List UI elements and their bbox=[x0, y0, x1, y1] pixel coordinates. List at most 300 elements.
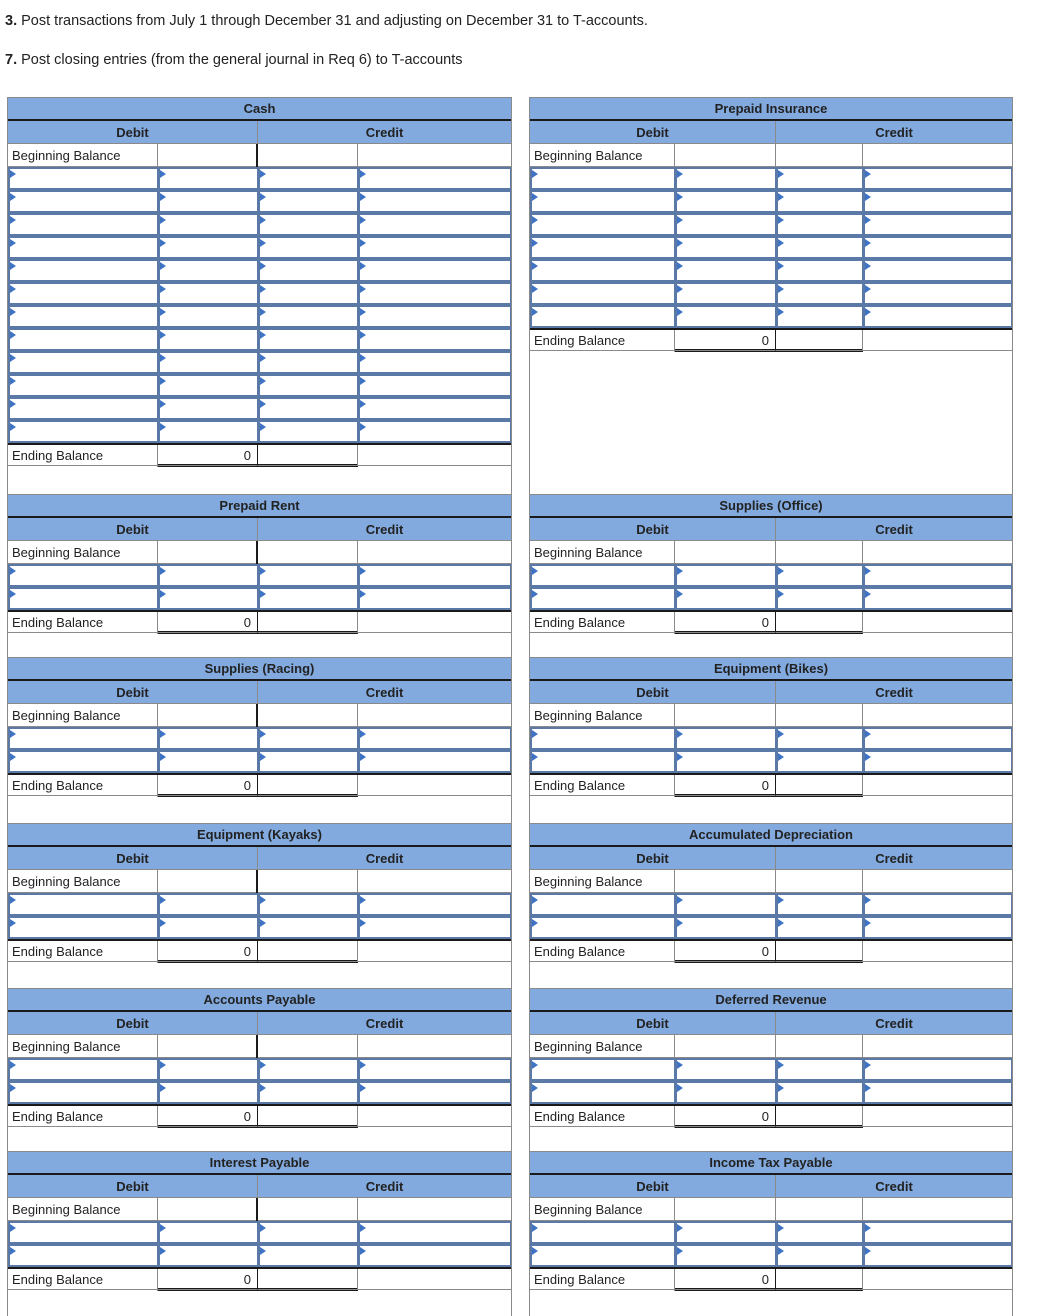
credit-description-select[interactable] bbox=[776, 1244, 863, 1267]
debit-amount-input[interactable] bbox=[675, 893, 776, 916]
debit-amount-input-field[interactable] bbox=[677, 1083, 775, 1102]
credit-description-select[interactable] bbox=[776, 564, 863, 587]
debit-amount-input[interactable] bbox=[158, 916, 258, 939]
credit-amount-input-field[interactable] bbox=[865, 261, 1011, 280]
credit-amount-input-field[interactable] bbox=[360, 261, 510, 280]
debit-amount-input-field[interactable] bbox=[160, 261, 257, 280]
credit-description-select-field[interactable] bbox=[260, 215, 357, 234]
debit-amount-input-field[interactable] bbox=[160, 192, 257, 211]
credit-amount-input[interactable] bbox=[358, 190, 511, 213]
debit-description-select-field[interactable] bbox=[10, 1083, 157, 1102]
debit-description-select-field[interactable] bbox=[10, 399, 157, 418]
credit-description-select-field[interactable] bbox=[260, 895, 357, 914]
debit-amount-input-field[interactable] bbox=[160, 566, 257, 585]
credit-amount-input[interactable] bbox=[863, 236, 1012, 259]
credit-amount-input-field[interactable] bbox=[360, 566, 510, 585]
credit-amount-input[interactable] bbox=[863, 1244, 1012, 1267]
credit-description-select-field[interactable] bbox=[260, 729, 357, 748]
debit-amount-input[interactable] bbox=[158, 587, 258, 610]
debit-description-select[interactable] bbox=[530, 1221, 675, 1244]
credit-amount-input[interactable] bbox=[358, 1081, 511, 1104]
debit-amount-input[interactable] bbox=[158, 167, 258, 190]
credit-amount-input-field[interactable] bbox=[360, 353, 510, 372]
debit-amount-input[interactable] bbox=[675, 282, 776, 305]
credit-description-select[interactable] bbox=[258, 305, 358, 328]
credit-amount-input[interactable] bbox=[358, 1221, 511, 1244]
debit-description-select[interactable] bbox=[530, 727, 675, 750]
credit-description-select[interactable] bbox=[776, 916, 863, 939]
debit-description-select-field[interactable] bbox=[532, 192, 674, 211]
credit-amount-input-field[interactable] bbox=[360, 330, 510, 349]
debit-description-select[interactable] bbox=[8, 564, 158, 587]
debit-description-select-field[interactable] bbox=[532, 895, 674, 914]
credit-amount-input[interactable] bbox=[358, 727, 511, 750]
debit-amount-input[interactable] bbox=[158, 259, 258, 282]
debit-description-select[interactable] bbox=[530, 305, 675, 328]
credit-description-select[interactable] bbox=[258, 893, 358, 916]
credit-description-select[interactable] bbox=[258, 397, 358, 420]
debit-amount-input-field[interactable] bbox=[677, 566, 775, 585]
credit-amount-input-field[interactable] bbox=[865, 238, 1011, 257]
debit-description-select-field[interactable] bbox=[532, 729, 674, 748]
debit-amount-input-field[interactable] bbox=[160, 284, 257, 303]
credit-description-select-field[interactable] bbox=[260, 376, 357, 395]
debit-amount-input-field[interactable] bbox=[160, 353, 257, 372]
debit-amount-input[interactable] bbox=[158, 420, 258, 443]
credit-amount-input-field[interactable] bbox=[865, 215, 1011, 234]
debit-description-select[interactable] bbox=[530, 1058, 675, 1081]
debit-amount-input-field[interactable] bbox=[160, 238, 257, 257]
debit-amount-input[interactable] bbox=[675, 564, 776, 587]
credit-description-select[interactable] bbox=[258, 1244, 358, 1267]
debit-amount-input[interactable] bbox=[675, 167, 776, 190]
credit-description-select[interactable] bbox=[776, 190, 863, 213]
credit-description-select[interactable] bbox=[258, 1081, 358, 1104]
debit-description-select-field[interactable] bbox=[532, 918, 674, 937]
credit-description-select-field[interactable] bbox=[260, 330, 357, 349]
debit-description-select[interactable] bbox=[8, 893, 158, 916]
debit-amount-input-field[interactable] bbox=[677, 1223, 775, 1242]
debit-description-select[interactable] bbox=[8, 282, 158, 305]
credit-description-select[interactable] bbox=[258, 564, 358, 587]
credit-description-select-field[interactable] bbox=[778, 284, 862, 303]
debit-description-select-field[interactable] bbox=[10, 589, 157, 608]
credit-amount-input-field[interactable] bbox=[360, 284, 510, 303]
debit-amount-input-field[interactable] bbox=[160, 422, 257, 441]
credit-description-select-field[interactable] bbox=[778, 918, 862, 937]
credit-description-select-field[interactable] bbox=[778, 238, 862, 257]
debit-amount-input[interactable] bbox=[675, 727, 776, 750]
credit-amount-input[interactable] bbox=[863, 1221, 1012, 1244]
credit-amount-input-field[interactable] bbox=[865, 918, 1011, 937]
debit-description-select[interactable] bbox=[530, 167, 675, 190]
credit-amount-input[interactable] bbox=[358, 916, 511, 939]
debit-amount-input-field[interactable] bbox=[677, 729, 775, 748]
credit-description-select-field[interactable] bbox=[778, 752, 862, 771]
debit-description-select[interactable] bbox=[8, 750, 158, 773]
debit-description-select-field[interactable] bbox=[10, 895, 157, 914]
credit-amount-input-field[interactable] bbox=[360, 307, 510, 326]
debit-amount-input[interactable] bbox=[675, 305, 776, 328]
debit-amount-input-field[interactable] bbox=[160, 169, 257, 188]
debit-amount-input-field[interactable] bbox=[160, 376, 257, 395]
credit-description-select-field[interactable] bbox=[260, 238, 357, 257]
credit-description-select-field[interactable] bbox=[260, 1246, 357, 1265]
debit-description-select[interactable] bbox=[8, 190, 158, 213]
debit-amount-input-field[interactable] bbox=[160, 1246, 257, 1265]
credit-amount-input[interactable] bbox=[358, 259, 511, 282]
debit-description-select[interactable] bbox=[530, 190, 675, 213]
credit-amount-input-field[interactable] bbox=[360, 422, 510, 441]
credit-description-select[interactable] bbox=[776, 750, 863, 773]
credit-description-select-field[interactable] bbox=[778, 566, 862, 585]
debit-description-select[interactable] bbox=[530, 1081, 675, 1104]
debit-description-select-field[interactable] bbox=[10, 169, 157, 188]
debit-amount-input-field[interactable] bbox=[160, 752, 257, 771]
credit-description-select[interactable] bbox=[258, 167, 358, 190]
credit-description-select-field[interactable] bbox=[778, 192, 862, 211]
debit-amount-input-field[interactable] bbox=[677, 192, 775, 211]
credit-amount-input[interactable] bbox=[863, 190, 1012, 213]
debit-amount-input[interactable] bbox=[158, 727, 258, 750]
credit-amount-input[interactable] bbox=[863, 213, 1012, 236]
credit-amount-input-field[interactable] bbox=[360, 192, 510, 211]
debit-amount-input[interactable] bbox=[158, 564, 258, 587]
credit-description-select-field[interactable] bbox=[778, 261, 862, 280]
credit-amount-input-field[interactable] bbox=[865, 1083, 1011, 1102]
debit-amount-input-field[interactable] bbox=[160, 918, 257, 937]
debit-amount-input-field[interactable] bbox=[160, 1060, 257, 1079]
debit-amount-input-field[interactable] bbox=[677, 215, 775, 234]
debit-description-select-field[interactable] bbox=[10, 422, 157, 441]
debit-amount-input-field[interactable] bbox=[677, 752, 775, 771]
debit-description-select-field[interactable] bbox=[10, 192, 157, 211]
credit-amount-input[interactable] bbox=[358, 213, 511, 236]
debit-description-select[interactable] bbox=[8, 236, 158, 259]
credit-description-select[interactable] bbox=[776, 587, 863, 610]
credit-amount-input-field[interactable] bbox=[360, 729, 510, 748]
debit-description-select-field[interactable] bbox=[532, 307, 674, 326]
debit-description-select-field[interactable] bbox=[532, 215, 674, 234]
debit-description-select-field[interactable] bbox=[10, 376, 157, 395]
credit-description-select[interactable] bbox=[776, 893, 863, 916]
debit-amount-input[interactable] bbox=[158, 190, 258, 213]
credit-amount-input-field[interactable] bbox=[360, 1060, 510, 1079]
credit-description-select[interactable] bbox=[258, 750, 358, 773]
credit-description-select-field[interactable] bbox=[260, 589, 357, 608]
debit-amount-input[interactable] bbox=[158, 1058, 258, 1081]
debit-amount-input-field[interactable] bbox=[160, 1083, 257, 1102]
credit-description-select[interactable] bbox=[776, 1081, 863, 1104]
credit-amount-input-field[interactable] bbox=[360, 1246, 510, 1265]
credit-amount-input[interactable] bbox=[358, 1244, 511, 1267]
credit-amount-input-field[interactable] bbox=[360, 169, 510, 188]
debit-amount-input[interactable] bbox=[158, 328, 258, 351]
debit-description-select[interactable] bbox=[530, 1244, 675, 1267]
debit-amount-input-field[interactable] bbox=[160, 1223, 257, 1242]
debit-description-select-field[interactable] bbox=[10, 284, 157, 303]
credit-description-select-field[interactable] bbox=[778, 729, 862, 748]
debit-description-select[interactable] bbox=[8, 1244, 158, 1267]
credit-amount-input[interactable] bbox=[358, 167, 511, 190]
credit-amount-input-field[interactable] bbox=[360, 589, 510, 608]
debit-amount-input-field[interactable] bbox=[677, 589, 775, 608]
credit-amount-input[interactable] bbox=[358, 282, 511, 305]
debit-description-select[interactable] bbox=[8, 727, 158, 750]
credit-description-select[interactable] bbox=[258, 420, 358, 443]
credit-amount-input[interactable] bbox=[358, 397, 511, 420]
debit-description-select-field[interactable] bbox=[10, 330, 157, 349]
credit-amount-input[interactable] bbox=[863, 916, 1012, 939]
debit-description-select-field[interactable] bbox=[10, 1060, 157, 1079]
credit-description-select-field[interactable] bbox=[260, 169, 357, 188]
credit-amount-input[interactable] bbox=[863, 259, 1012, 282]
credit-amount-input-field[interactable] bbox=[360, 1223, 510, 1242]
debit-description-select-field[interactable] bbox=[10, 215, 157, 234]
credit-amount-input-field[interactable] bbox=[360, 376, 510, 395]
debit-amount-input-field[interactable] bbox=[677, 238, 775, 257]
credit-description-select[interactable] bbox=[258, 236, 358, 259]
debit-description-select-field[interactable] bbox=[10, 566, 157, 585]
debit-description-select[interactable] bbox=[530, 750, 675, 773]
credit-amount-input-field[interactable] bbox=[360, 752, 510, 771]
debit-amount-input[interactable] bbox=[158, 1221, 258, 1244]
credit-description-select-field[interactable] bbox=[778, 895, 862, 914]
credit-amount-input[interactable] bbox=[863, 893, 1012, 916]
credit-amount-input[interactable] bbox=[358, 420, 511, 443]
debit-amount-input-field[interactable] bbox=[160, 729, 257, 748]
debit-amount-input[interactable] bbox=[675, 587, 776, 610]
debit-description-select[interactable] bbox=[530, 236, 675, 259]
debit-description-select-field[interactable] bbox=[10, 238, 157, 257]
debit-amount-input-field[interactable] bbox=[677, 1060, 775, 1079]
credit-description-select[interactable] bbox=[776, 282, 863, 305]
debit-description-select[interactable] bbox=[530, 587, 675, 610]
debit-description-select[interactable] bbox=[530, 282, 675, 305]
credit-amount-input-field[interactable] bbox=[865, 284, 1011, 303]
debit-amount-input[interactable] bbox=[158, 750, 258, 773]
credit-description-select-field[interactable] bbox=[778, 1083, 862, 1102]
credit-amount-input[interactable] bbox=[358, 587, 511, 610]
credit-description-select[interactable] bbox=[258, 1221, 358, 1244]
credit-description-select-field[interactable] bbox=[778, 1223, 862, 1242]
credit-description-select-field[interactable] bbox=[778, 169, 862, 188]
credit-amount-input-field[interactable] bbox=[360, 215, 510, 234]
credit-description-select[interactable] bbox=[258, 259, 358, 282]
debit-amount-input[interactable] bbox=[158, 1081, 258, 1104]
credit-description-select[interactable] bbox=[776, 259, 863, 282]
debit-description-select-field[interactable] bbox=[532, 589, 674, 608]
credit-amount-input-field[interactable] bbox=[865, 895, 1011, 914]
debit-amount-input[interactable] bbox=[158, 374, 258, 397]
debit-amount-input-field[interactable] bbox=[677, 307, 775, 326]
credit-description-select-field[interactable] bbox=[260, 399, 357, 418]
debit-description-select-field[interactable] bbox=[10, 1246, 157, 1265]
debit-amount-input-field[interactable] bbox=[160, 307, 257, 326]
credit-amount-input-field[interactable] bbox=[865, 729, 1011, 748]
debit-description-select-field[interactable] bbox=[532, 1246, 674, 1265]
credit-amount-input-field[interactable] bbox=[865, 1060, 1011, 1079]
credit-description-select[interactable] bbox=[776, 1221, 863, 1244]
debit-description-select-field[interactable] bbox=[532, 238, 674, 257]
credit-description-select[interactable] bbox=[776, 167, 863, 190]
debit-amount-input[interactable] bbox=[158, 893, 258, 916]
credit-description-select[interactable] bbox=[258, 587, 358, 610]
credit-amount-input-field[interactable] bbox=[360, 918, 510, 937]
debit-amount-input[interactable] bbox=[675, 190, 776, 213]
credit-amount-input[interactable] bbox=[863, 727, 1012, 750]
credit-description-select-field[interactable] bbox=[778, 215, 862, 234]
credit-description-select-field[interactable] bbox=[778, 307, 862, 326]
debit-description-select[interactable] bbox=[8, 1221, 158, 1244]
credit-description-select-field[interactable] bbox=[260, 284, 357, 303]
debit-amount-input-field[interactable] bbox=[160, 330, 257, 349]
credit-amount-input[interactable] bbox=[358, 893, 511, 916]
debit-amount-input[interactable] bbox=[675, 750, 776, 773]
debit-description-select[interactable] bbox=[8, 167, 158, 190]
debit-description-select[interactable] bbox=[8, 213, 158, 236]
credit-amount-input-field[interactable] bbox=[865, 192, 1011, 211]
debit-description-select-field[interactable] bbox=[532, 752, 674, 771]
debit-amount-input-field[interactable] bbox=[677, 284, 775, 303]
debit-description-select[interactable] bbox=[8, 1081, 158, 1104]
debit-amount-input[interactable] bbox=[675, 236, 776, 259]
debit-amount-input[interactable] bbox=[675, 916, 776, 939]
debit-amount-input[interactable] bbox=[158, 1244, 258, 1267]
credit-amount-input-field[interactable] bbox=[865, 566, 1011, 585]
debit-amount-input[interactable] bbox=[158, 213, 258, 236]
credit-description-select-field[interactable] bbox=[260, 1223, 357, 1242]
debit-amount-input[interactable] bbox=[675, 1221, 776, 1244]
debit-description-select-field[interactable] bbox=[10, 307, 157, 326]
debit-amount-input[interactable] bbox=[158, 305, 258, 328]
credit-amount-input[interactable] bbox=[863, 750, 1012, 773]
credit-description-select-field[interactable] bbox=[260, 192, 357, 211]
credit-description-select-field[interactable] bbox=[260, 1060, 357, 1079]
credit-amount-input[interactable] bbox=[358, 305, 511, 328]
credit-description-select[interactable] bbox=[258, 374, 358, 397]
credit-description-select-field[interactable] bbox=[778, 1060, 862, 1079]
credit-description-select[interactable] bbox=[258, 190, 358, 213]
credit-description-select-field[interactable] bbox=[778, 589, 862, 608]
debit-amount-input-field[interactable] bbox=[677, 918, 775, 937]
debit-description-select[interactable] bbox=[8, 328, 158, 351]
debit-description-select-field[interactable] bbox=[10, 261, 157, 280]
debit-description-select[interactable] bbox=[8, 1058, 158, 1081]
debit-description-select[interactable] bbox=[8, 351, 158, 374]
debit-amount-input-field[interactable] bbox=[677, 261, 775, 280]
credit-amount-input-field[interactable] bbox=[360, 1083, 510, 1102]
debit-amount-input[interactable] bbox=[158, 397, 258, 420]
credit-description-select[interactable] bbox=[776, 213, 863, 236]
credit-amount-input[interactable] bbox=[863, 305, 1012, 328]
credit-amount-input-field[interactable] bbox=[865, 1246, 1011, 1265]
credit-description-select[interactable] bbox=[258, 282, 358, 305]
credit-description-select-field[interactable] bbox=[260, 1083, 357, 1102]
credit-amount-input-field[interactable] bbox=[360, 238, 510, 257]
credit-description-select-field[interactable] bbox=[260, 918, 357, 937]
credit-amount-input[interactable] bbox=[863, 1058, 1012, 1081]
credit-description-select[interactable] bbox=[258, 213, 358, 236]
debit-amount-input-field[interactable] bbox=[160, 895, 257, 914]
credit-amount-input[interactable] bbox=[358, 564, 511, 587]
debit-description-select[interactable] bbox=[8, 374, 158, 397]
debit-description-select-field[interactable] bbox=[532, 1223, 674, 1242]
credit-amount-input[interactable] bbox=[863, 282, 1012, 305]
debit-amount-input-field[interactable] bbox=[677, 895, 775, 914]
debit-amount-input[interactable] bbox=[675, 1244, 776, 1267]
debit-description-select[interactable] bbox=[8, 305, 158, 328]
debit-amount-input[interactable] bbox=[158, 282, 258, 305]
debit-amount-input-field[interactable] bbox=[677, 169, 775, 188]
debit-amount-input-field[interactable] bbox=[160, 399, 257, 418]
debit-description-select-field[interactable] bbox=[532, 261, 674, 280]
debit-description-select-field[interactable] bbox=[10, 353, 157, 372]
debit-amount-input[interactable] bbox=[675, 1081, 776, 1104]
credit-amount-input-field[interactable] bbox=[360, 399, 510, 418]
debit-amount-input[interactable] bbox=[158, 351, 258, 374]
debit-description-select-field[interactable] bbox=[10, 1223, 157, 1242]
credit-description-select-field[interactable] bbox=[260, 566, 357, 585]
debit-description-select[interactable] bbox=[530, 564, 675, 587]
credit-description-select[interactable] bbox=[776, 727, 863, 750]
debit-description-select[interactable] bbox=[530, 916, 675, 939]
debit-amount-input[interactable] bbox=[675, 213, 776, 236]
credit-description-select-field[interactable] bbox=[260, 353, 357, 372]
debit-description-select[interactable] bbox=[8, 420, 158, 443]
debit-description-select[interactable] bbox=[8, 916, 158, 939]
debit-description-select-field[interactable] bbox=[532, 1060, 674, 1079]
credit-description-select[interactable] bbox=[776, 236, 863, 259]
credit-description-select-field[interactable] bbox=[260, 307, 357, 326]
credit-description-select[interactable] bbox=[258, 727, 358, 750]
debit-description-select-field[interactable] bbox=[10, 918, 157, 937]
credit-description-select[interactable] bbox=[776, 305, 863, 328]
debit-amount-input-field[interactable] bbox=[677, 1246, 775, 1265]
credit-description-select[interactable] bbox=[258, 351, 358, 374]
credit-description-select-field[interactable] bbox=[260, 422, 357, 441]
debit-amount-input[interactable] bbox=[675, 259, 776, 282]
credit-amount-input-field[interactable] bbox=[865, 752, 1011, 771]
debit-description-select-field[interactable] bbox=[532, 284, 674, 303]
credit-amount-input-field[interactable] bbox=[865, 307, 1011, 326]
debit-description-select[interactable] bbox=[530, 893, 675, 916]
debit-amount-input-field[interactable] bbox=[160, 215, 257, 234]
debit-description-select-field[interactable] bbox=[532, 169, 674, 188]
credit-amount-input-field[interactable] bbox=[865, 169, 1011, 188]
credit-amount-input[interactable] bbox=[358, 1058, 511, 1081]
debit-description-select-field[interactable] bbox=[10, 752, 157, 771]
debit-description-select-field[interactable] bbox=[532, 566, 674, 585]
debit-description-select-field[interactable] bbox=[532, 1083, 674, 1102]
credit-amount-input[interactable] bbox=[358, 236, 511, 259]
debit-amount-input-field[interactable] bbox=[160, 589, 257, 608]
credit-description-select-field[interactable] bbox=[778, 1246, 862, 1265]
debit-description-select-field[interactable] bbox=[10, 729, 157, 748]
debit-description-select[interactable] bbox=[530, 259, 675, 282]
debit-description-select[interactable] bbox=[8, 587, 158, 610]
debit-description-select[interactable] bbox=[8, 259, 158, 282]
credit-amount-input[interactable] bbox=[863, 564, 1012, 587]
credit-amount-input[interactable] bbox=[863, 167, 1012, 190]
credit-description-select[interactable] bbox=[776, 1058, 863, 1081]
credit-description-select[interactable] bbox=[258, 328, 358, 351]
debit-amount-input[interactable] bbox=[675, 1058, 776, 1081]
debit-amount-input[interactable] bbox=[158, 236, 258, 259]
credit-description-select-field[interactable] bbox=[260, 261, 357, 280]
credit-amount-input[interactable] bbox=[358, 328, 511, 351]
credit-amount-input-field[interactable] bbox=[865, 1223, 1011, 1242]
